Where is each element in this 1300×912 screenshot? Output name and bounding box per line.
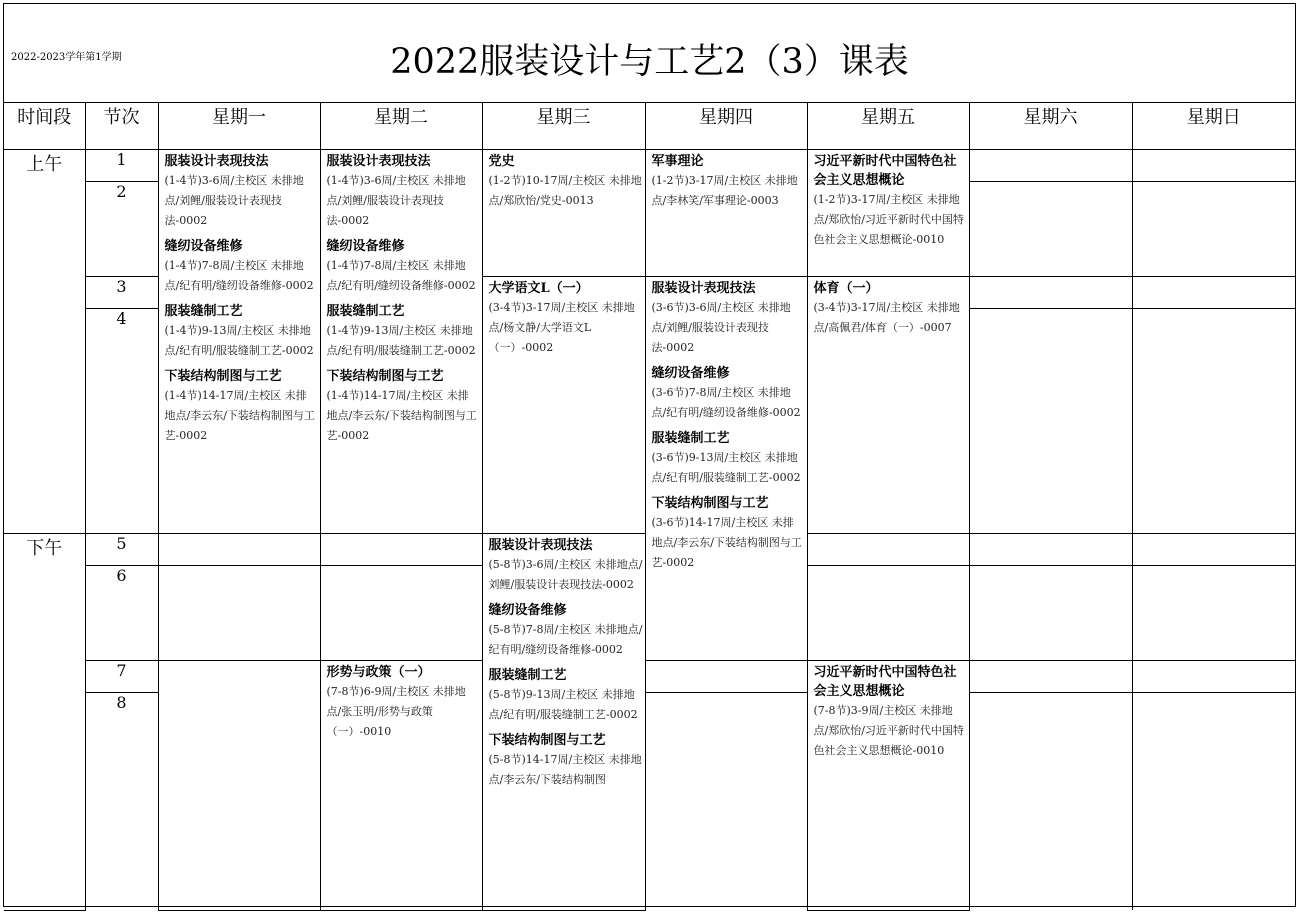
fri-s5-cell[interactable] (807, 533, 969, 565)
sat-s3-cell[interactable] (969, 276, 1132, 308)
course-entry[interactable] (327, 237, 480, 296)
sat-s2-cell[interactable] (969, 181, 1132, 276)
course-detail: (1-4节)14-17周/主校区 未排地点/李云东/下装结构制图与工艺-0002 (326, 388, 477, 442)
wed-s5-8-cell[interactable] (482, 533, 645, 910)
tue-s7-8-cell[interactable] (320, 660, 482, 910)
course-name: 服装设计表现技法 (326, 153, 431, 169)
course-detail: (7-8节)3-9周/主校区 未排地点/郑欣怡/习近平新时代中国特色社会主义思想概论-0010 (813, 703, 964, 757)
col-header-tue: 星期二 (320, 103, 482, 149)
mon-s7-8-cell[interactable] (158, 660, 320, 910)
col-header-sat: 星期六 (969, 103, 1132, 149)
mon-s6-cell[interactable] (158, 565, 320, 660)
course-name: 服装缝制工艺 (488, 667, 567, 683)
section-number: 8 (85, 692, 158, 910)
course-detail: (3-4节)3-17周/主校区 未排地点/高佩君/体育（一）-0007 (813, 300, 960, 334)
page-title: 2022服装设计与工艺2（3）课表 (390, 42, 909, 82)
sun-s4-cell[interactable] (1132, 308, 1295, 533)
course-detail: (1-4节)7-8周/主校区 未排地点/纪有明/缝纫设备维修-0002 (326, 258, 476, 292)
course-entry[interactable] (814, 152, 967, 250)
course-name: 下装结构制图与工艺 (326, 368, 444, 384)
sun-s5-cell[interactable] (1132, 533, 1295, 565)
sun-s3-cell[interactable] (1132, 276, 1295, 308)
tue-morning-cell[interactable] (320, 149, 482, 533)
sat-s8-cell[interactable] (969, 692, 1132, 910)
tue-s6-cell[interactable] (320, 565, 482, 660)
col-header-time: 时间段 (4, 103, 85, 149)
course-entry[interactable] (652, 279, 805, 358)
course-name: 大学语文L（一） (488, 280, 589, 296)
course-name: 形势与政策（一） (326, 664, 431, 680)
course-name: 下装结构制图与工艺 (651, 495, 769, 511)
course-detail: (1-4节)3-6周/主校区 未排地点/刘鲤/服装设计表现技法-0002 (326, 173, 466, 227)
course-name: 习近平新时代中国特色社会主义思想概论 (813, 153, 957, 188)
course-entry[interactable] (489, 601, 643, 660)
course-detail: (1-4节)9-13周/主校区 未排地点/纪有明/服装缝制工艺-0002 (164, 323, 314, 357)
mon-s5-cell[interactable] (158, 533, 320, 565)
course-detail: (3-6节)9-13周/主校区 未排地点/纪有明/服装缝制工艺-0002 (651, 450, 801, 484)
course-name: 缝纫设备维修 (164, 238, 243, 254)
course-entry[interactable] (814, 279, 967, 338)
course-name: 下装结构制图与工艺 (164, 368, 282, 384)
course-detail: (1-4节)7-8周/主校区 未排地点/纪有明/缝纫设备维修-0002 (164, 258, 314, 292)
period-afternoon: 下午 (4, 533, 85, 910)
thu-s3-6-cell[interactable] (645, 276, 807, 660)
course-detail: (5-8节)7-8周/主校区 未排地点/纪有明/缝纫设备维修-0002 (488, 622, 643, 656)
course-entry[interactable] (165, 152, 318, 231)
fri-s7-8-cell[interactable] (807, 660, 969, 910)
col-header-mon: 星期一 (158, 103, 320, 149)
course-entry[interactable] (814, 663, 967, 761)
course-name: 缝纫设备维修 (326, 238, 405, 254)
course-name: 服装缝制工艺 (651, 430, 730, 446)
course-detail: (1-2节)3-17周/主校区 未排地点/李林笑/军事理论-0003 (651, 173, 798, 207)
course-name: 服装设计表现技法 (164, 153, 269, 169)
col-header-thu: 星期四 (645, 103, 807, 149)
mon-morning-cell[interactable] (158, 149, 320, 533)
sat-s1-cell[interactable] (969, 149, 1132, 181)
term-label: 2022-2023学年第1学期 (11, 52, 122, 63)
section-number: 5 (85, 533, 158, 565)
course-entry[interactable] (489, 279, 643, 358)
section-number: 3 (85, 276, 158, 308)
sat-s5-cell[interactable] (969, 533, 1132, 565)
wed-s1-2-cell[interactable] (482, 149, 645, 276)
course-detail: (3-6节)7-8周/主校区 未排地点/纪有明/缝纫设备维修-0002 (651, 385, 801, 419)
course-detail: (5-8节)3-6周/主校区 未排地点/刘鲤/服装设计表现技法-0002 (488, 557, 643, 591)
course-entry[interactable] (165, 237, 318, 296)
period-morning: 上午 (4, 149, 85, 533)
course-detail: (7-8节)6-9周/主校区 未排地点/张玉明/形势与政策（一）-0010 (326, 684, 466, 738)
course-entry[interactable] (489, 152, 643, 211)
course-detail: (1-4节)3-6周/主校区 未排地点/刘鲤/服装设计表现技法-0002 (164, 173, 304, 227)
sun-s6-cell[interactable] (1132, 565, 1295, 660)
timetable-grid (4, 103, 1295, 911)
section-number: 1 (85, 149, 158, 181)
sun-s1-cell[interactable] (1132, 149, 1295, 181)
course-detail: (1-4节)9-13周/主校区 未排地点/纪有明/服装缝制工艺-0002 (326, 323, 476, 357)
course-entry[interactable] (489, 536, 643, 595)
fri-s1-2-cell[interactable] (807, 149, 969, 276)
course-name: 服装设计表现技法 (488, 537, 593, 553)
course-name: 习近平新时代中国特色社会主义思想概论 (813, 664, 957, 699)
thu-s7-cell[interactable] (645, 660, 807, 692)
sun-s8-cell[interactable] (1132, 692, 1295, 910)
thu-s8-cell[interactable] (645, 692, 807, 910)
course-entry[interactable] (652, 364, 805, 423)
course-entry[interactable] (489, 731, 643, 790)
course-detail: (5-8节)9-13周/主校区 未排地点/纪有明/服装缝制工艺-0002 (488, 687, 638, 721)
course-name: 服装缝制工艺 (164, 303, 243, 319)
course-name: 缝纫设备维修 (488, 602, 567, 618)
wed-s3-4-cell[interactable] (482, 276, 645, 533)
tue-s5-cell[interactable] (320, 533, 482, 565)
section-number: 7 (85, 660, 158, 692)
course-name: 党史 (488, 153, 515, 169)
course-detail: (3-6节)14-17周/主校区 未排地点/李云东/下装结构制图与工艺-0002 (651, 515, 802, 569)
course-name: 下装结构制图与工艺 (488, 732, 606, 748)
sun-s2-cell[interactable] (1132, 181, 1295, 276)
course-detail: (3-6节)3-6周/主校区 未排地点/刘鲤/服装设计表现技法-0002 (651, 300, 791, 354)
course-entry[interactable] (165, 367, 318, 446)
section-number: 2 (85, 181, 158, 276)
course-entry[interactable] (652, 152, 805, 211)
timetable-sheet (3, 3, 1296, 907)
sat-s4-cell[interactable] (969, 308, 1132, 533)
col-header-wed: 星期三 (482, 103, 645, 149)
course-detail: (5-8节)14-17周/主校区 未排地点/李云东/下装结构制图 (488, 752, 642, 786)
course-entry[interactable] (652, 429, 805, 488)
course-entry[interactable] (165, 302, 318, 361)
thu-s1-2-cell[interactable] (645, 149, 807, 276)
course-name: 服装设计表现技法 (651, 280, 756, 296)
course-name: 缝纫设备维修 (651, 365, 730, 381)
col-header-section: 节次 (85, 103, 158, 149)
sun-s7-cell[interactable] (1132, 660, 1295, 692)
course-entry[interactable] (327, 302, 480, 361)
section-number: 6 (85, 565, 158, 660)
course-detail: (1-4节)14-17周/主校区 未排地点/李云东/下装结构制图与工艺-0002 (164, 388, 315, 442)
section-number: 4 (85, 308, 158, 533)
course-entry[interactable] (327, 663, 480, 742)
course-detail: (1-2节)10-17周/主校区 未排地点/郑欣怡/党史-0013 (488, 173, 642, 207)
fri-s6-cell[interactable] (807, 565, 969, 660)
course-name: 军事理论 (651, 153, 704, 169)
course-name: 体育（一） (813, 280, 879, 296)
course-entry[interactable] (327, 367, 480, 446)
sat-s7-cell[interactable] (969, 660, 1132, 692)
col-header-sun: 星期日 (1132, 103, 1295, 149)
fri-s3-4-cell[interactable] (807, 276, 969, 533)
course-entry[interactable] (327, 152, 480, 231)
sat-s6-cell[interactable] (969, 565, 1132, 660)
course-name: 服装缝制工艺 (326, 303, 405, 319)
title-row (4, 4, 1295, 103)
course-entry[interactable] (489, 666, 643, 725)
course-detail: (1-2节)3-17周/主校区 未排地点/郑欣怡/习近平新时代中国特色社会主义思想概论-0010 (813, 192, 964, 246)
col-header-fri: 星期五 (807, 103, 969, 149)
course-entry[interactable] (652, 494, 805, 573)
course-detail: (3-4节)3-17周/主校区 未排地点/杨文静/大学语文L（一）-0002 (488, 300, 635, 354)
